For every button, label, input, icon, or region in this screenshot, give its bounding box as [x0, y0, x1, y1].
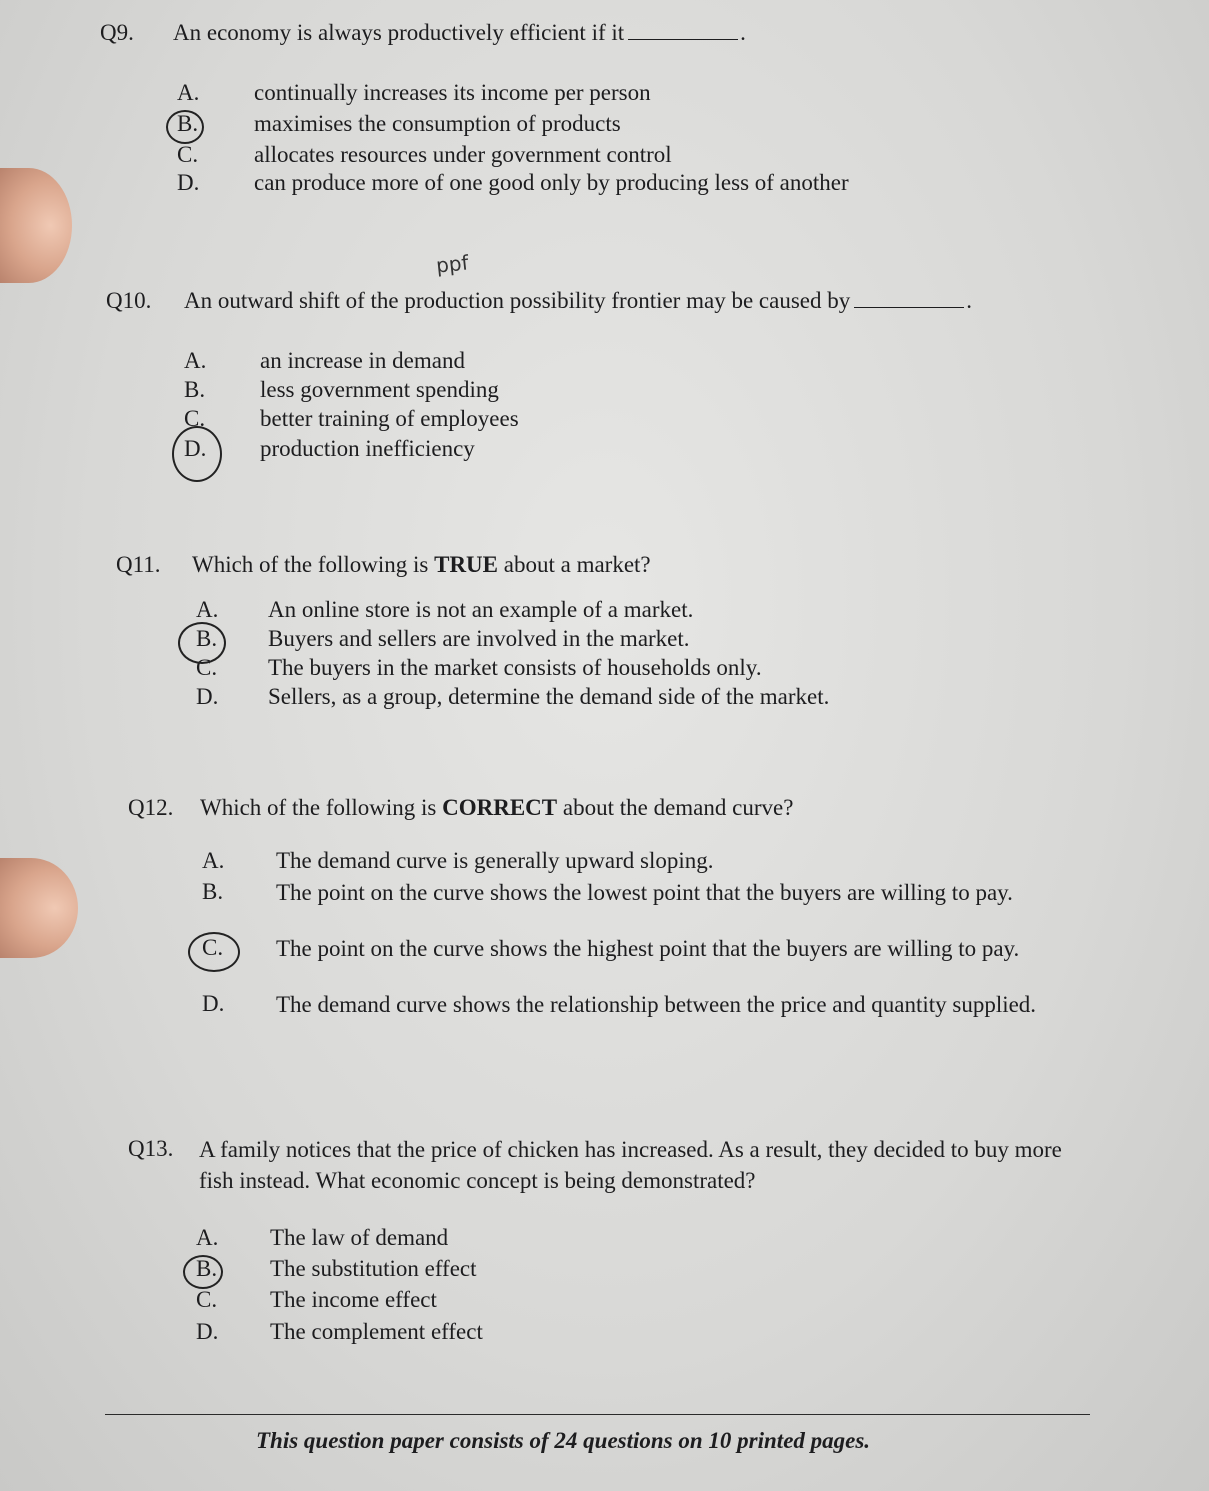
question-text: A family notices that the price of chicken has increased. As a result, they decided to buy more fish instead. What economic concept is being demonstrated? [199, 1137, 1062, 1193]
question-text: Which of the following is TRUE about a market? [192, 552, 651, 577]
answer-blank [628, 19, 738, 40]
question-text: Which of the following is CORRECT about the demand curve? [200, 795, 794, 820]
question-number: Q12. [128, 795, 174, 820]
question-12 [128, 793, 1208, 825]
question-number: Q13. [128, 1136, 174, 1161]
option-q12-c[interactable]: C. The point on the curve shows the highest point that the buyers are willing to pay. [202, 935, 1020, 961]
finger-bottom [0, 858, 78, 958]
answer-blank [854, 287, 964, 308]
question-text: An economy is always productively efficient if it . [173, 20, 746, 45]
answer-circle-q10 [172, 426, 222, 482]
question-number: Q10. [106, 288, 152, 313]
question-13 [128, 1134, 1188, 1200]
answer-circle-q11 [178, 622, 226, 664]
answer-circle-q13 [183, 1255, 223, 1289]
exam-page: Q9. An economy is always productively efficient if it . A. continually increases its income per person B. maximises the consumption of products C. allocates resources under government control D. can produce more of one good only by producing less of another ppf Q10. An outward shift of the production possibility frontier may be caused by . A. an increase in demand B. less government spending C. better training of employees D. production inefficiency Q11. Which of the following is TRUE about a market? A. An online store is not an example of a market. B. Buyers and sellers are involved in the market. C. The buyers in the market consists of households only. D. Sellers, as a group, determine the demand side of the market. Q12. Which of the following is CORRECT about the demand curve? A. The demand curve is generally upward sloping. B. The point on the curve shows the lowest point that the buyers are willing to pay. C. The point on the curve shows the highest point that the buyers are willing to pay. D. The demand curve shows the relationship between the price and quantity supplied. Q13. A family notices that the price of chicken has increased. As a result, they decided to buy more fish instead. What economic concept is being demonstrated? A. The law of demand B. The substitution effect C. The income effect D. The complement effect This question paper consists of 24 questions on 10 printed pages. [0, 0, 1209, 1491]
question-11 [116, 550, 1196, 582]
answer-circle-q9 [166, 110, 204, 144]
option-q12-d[interactable]: D. The demand curve shows the relationship between the price and quantity supplied. [202, 991, 1037, 1017]
finger-top [0, 168, 72, 283]
footer-text: This question paper consists of 24 questions on 10 printed pages. [256, 1428, 871, 1453]
handwritten-note: ppf [434, 250, 470, 278]
question-9 [100, 18, 1180, 50]
question-number: Q11. [116, 552, 161, 577]
question-text: An outward shift of the production possibility frontier may be caused by . [184, 288, 972, 313]
footer-rule [105, 1414, 1090, 1415]
question-number: Q9. [100, 20, 134, 45]
answer-circle-q12 [188, 932, 240, 972]
question-10 [106, 286, 1186, 318]
option-q12-b[interactable]: B. The point on the curve shows the lowest point that the buyers are willing to pay. [202, 879, 1013, 905]
